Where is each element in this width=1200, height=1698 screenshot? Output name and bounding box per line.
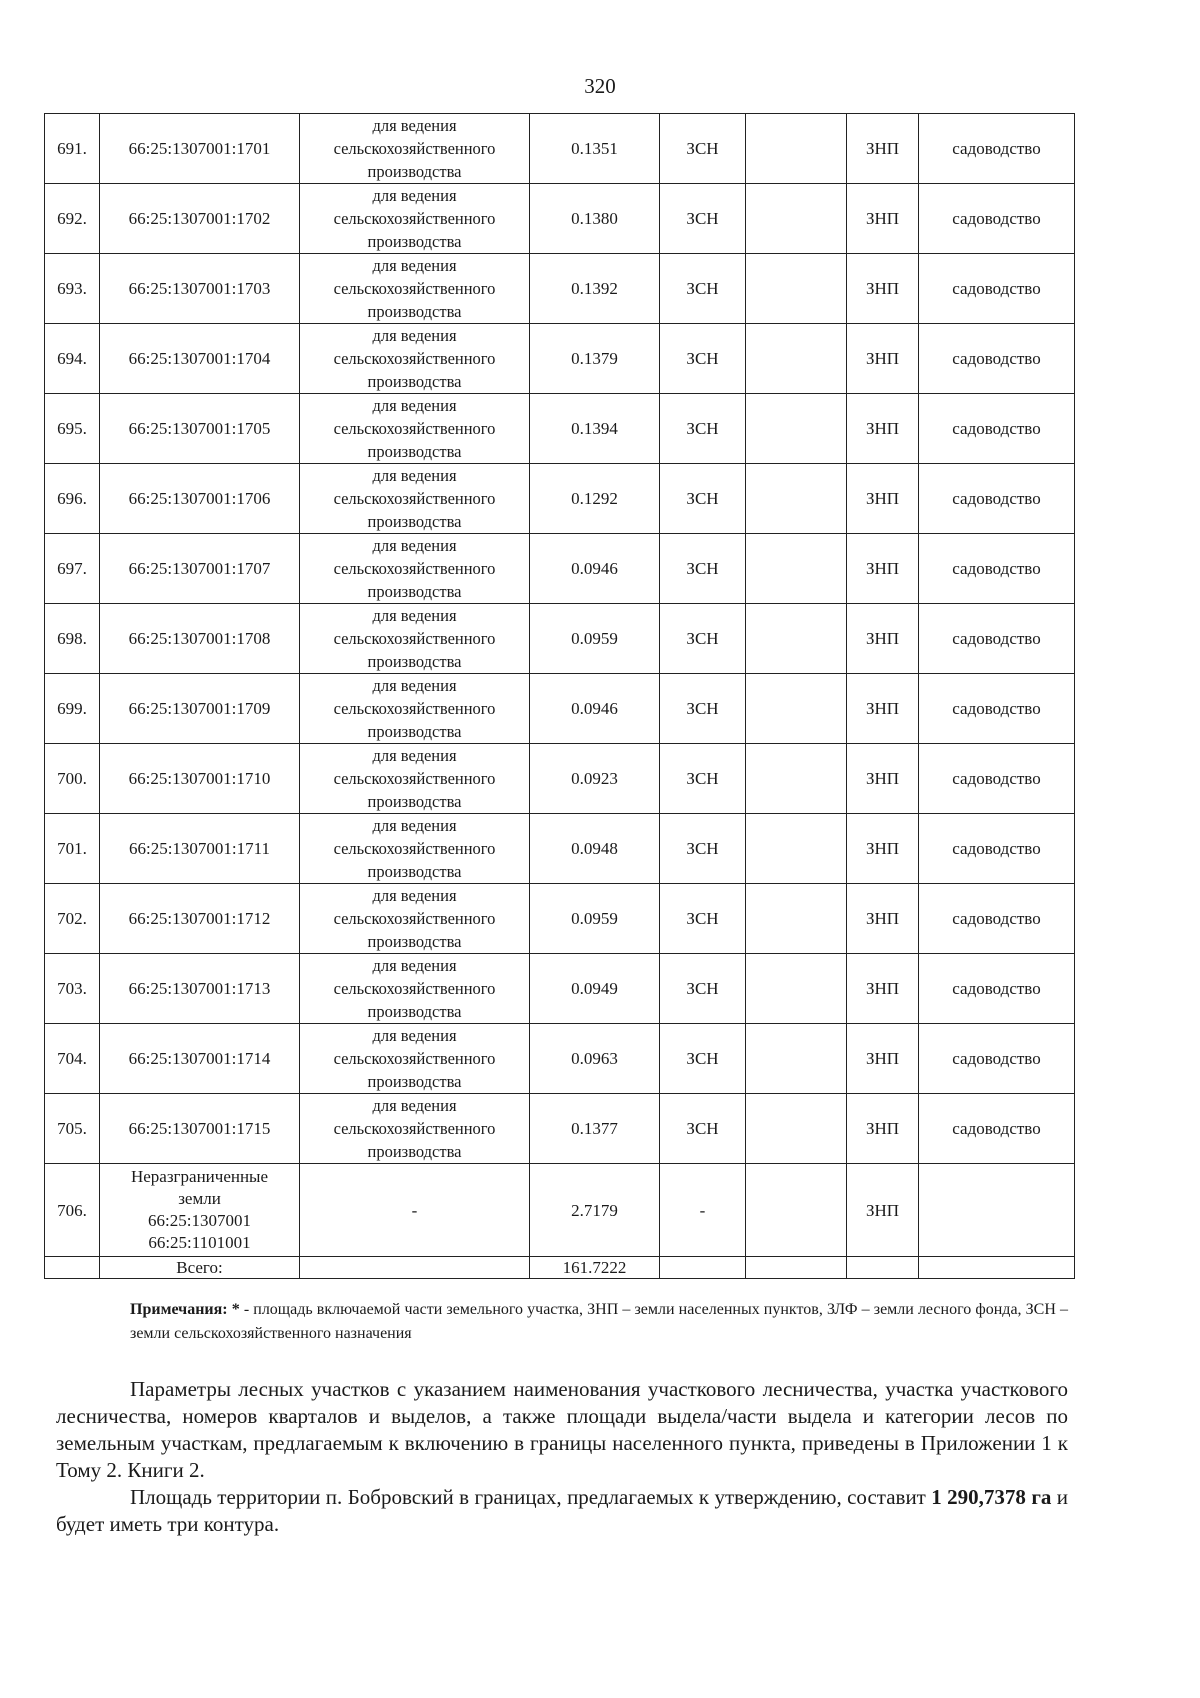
- cadastral-line: Неразграниченные: [130, 1167, 269, 1186]
- permitted-use-line: сельскохозяйственного: [333, 909, 496, 928]
- permitted-use-line: сельскохозяйственного: [333, 419, 496, 438]
- total-empty-cell: [919, 1257, 1075, 1279]
- permitted-use: [300, 184, 530, 254]
- new-land-category: ЗНП: [847, 324, 919, 394]
- notes-body: - площадь включаемой части земельного участка, ЗНП – земли населенных пунктов, ЗЛФ – земли лесного фонда, ЗСН – земли сельскохозяйственного назначения: [130, 1301, 1069, 1342]
- table-row: [45, 1024, 1075, 1094]
- cadastral-number: 66:25:1307001:1713: [100, 954, 300, 1024]
- land-category: ЗСН: [660, 1024, 746, 1094]
- land-category: -: [660, 1164, 746, 1257]
- notes-label: Примечания:: [130, 1301, 228, 1318]
- intended-use: садоводство: [919, 954, 1075, 1024]
- row-number: 700.: [45, 744, 100, 814]
- permitted-use-line: производства: [367, 162, 462, 181]
- intended-use: садоводство: [919, 254, 1075, 324]
- permitted-use: [300, 324, 530, 394]
- extra-column: [746, 534, 847, 604]
- area-value: 0.0948: [530, 814, 660, 884]
- permitted-use-line: для ведения: [372, 676, 457, 695]
- area-value: 0.0923: [530, 744, 660, 814]
- permitted-use-line: сельскохозяйственного: [333, 139, 496, 158]
- land-category: ЗСН: [660, 604, 746, 674]
- permitted-use: -: [300, 1164, 530, 1257]
- row-number: 693.: [45, 254, 100, 324]
- cadastral-number: 66:25:1307001:1715: [100, 1094, 300, 1164]
- extra-column: [746, 1164, 847, 1257]
- intended-use: садоводство: [919, 184, 1075, 254]
- land-category: ЗСН: [660, 254, 746, 324]
- area-value: 0.0946: [530, 534, 660, 604]
- row-number: 699.: [45, 674, 100, 744]
- permitted-use-line: производства: [367, 442, 462, 461]
- row-number: 703.: [45, 954, 100, 1024]
- extra-column: [746, 604, 847, 674]
- row-number: 704.: [45, 1024, 100, 1094]
- row-number: 692.: [45, 184, 100, 254]
- land-category: ЗСН: [660, 884, 746, 954]
- row-number: 702.: [45, 884, 100, 954]
- permitted-use-line: для ведения: [372, 606, 457, 625]
- cadastral-number: 66:25:1307001:1706: [100, 464, 300, 534]
- permitted-use-line: сельскохозяйственного: [333, 769, 496, 788]
- table-row: [45, 184, 1075, 254]
- permitted-use-line: для ведения: [372, 746, 457, 765]
- new-land-category: ЗНП: [847, 114, 919, 184]
- total-empty-cell: [847, 1257, 919, 1279]
- area-value: 0.0963: [530, 1024, 660, 1094]
- permitted-use-line: производства: [367, 512, 462, 531]
- cadastral-line: 66:25:1307001: [148, 1211, 251, 1230]
- cadastral-number: 66:25:1307001:1702: [100, 184, 300, 254]
- permitted-use-line: сельскохозяйственного: [333, 979, 496, 998]
- permitted-use: [300, 534, 530, 604]
- permitted-use: [300, 1094, 530, 1164]
- paragraph-forest-parameters: Параметры лесных участков с указанием наименования участкового лесничества, участка участкового лесничества, номеров кварталов и выделов, а также площади выдела/части выдела и категории лесов по земельным участкам, предлагаемым к включению в границы населенного пункта, приведены в Приложении 1 к Тому 2. Книги 2.: [56, 1377, 1068, 1482]
- new-land-category: ЗНП: [847, 1094, 919, 1164]
- extra-column: [746, 954, 847, 1024]
- permitted-use: [300, 604, 530, 674]
- row-number: 705.: [45, 1094, 100, 1164]
- permitted-use-line: производства: [367, 1002, 462, 1021]
- land-category: ЗСН: [660, 814, 746, 884]
- permitted-use: [300, 114, 530, 184]
- permitted-use-line: производства: [367, 1142, 462, 1161]
- intended-use: садоводство: [919, 464, 1075, 534]
- area-total-bold: 1 290,7378 га: [931, 1485, 1052, 1509]
- extra-column: [746, 1094, 847, 1164]
- intended-use: [919, 1164, 1075, 1257]
- land-category: ЗСН: [660, 1094, 746, 1164]
- area-value: 0.1377: [530, 1094, 660, 1164]
- permitted-use: [300, 744, 530, 814]
- permitted-use-line: сельскохозяйственного: [333, 1119, 496, 1138]
- intended-use: садоводство: [919, 674, 1075, 744]
- extra-column: [746, 254, 847, 324]
- permitted-use-line: сельскохозяйственного: [333, 699, 496, 718]
- permitted-use-line: для ведения: [372, 466, 457, 485]
- row-number: 706.: [45, 1164, 100, 1257]
- intended-use: садоводство: [919, 604, 1075, 674]
- permitted-use-line: для ведения: [372, 1026, 457, 1045]
- extra-column: [746, 674, 847, 744]
- land-category: ЗСН: [660, 464, 746, 534]
- area-text-before: Площадь территории п. Бобровский в границах, предлагаемых к утверждению, составит: [130, 1485, 932, 1509]
- new-land-category: ЗНП: [847, 1024, 919, 1094]
- table-row-unmarked: [45, 1164, 1075, 1257]
- new-land-category: ЗНП: [847, 884, 919, 954]
- extra-column: [746, 394, 847, 464]
- permitted-use-line: сельскохозяйственного: [333, 489, 496, 508]
- permitted-use-line: сельскохозяйственного: [333, 559, 496, 578]
- permitted-use-line: сельскохозяйственного: [333, 839, 496, 858]
- row-number: 695.: [45, 394, 100, 464]
- table-body: [45, 114, 1075, 1279]
- cadastral-line: земли: [178, 1189, 221, 1208]
- table-row: [45, 534, 1075, 604]
- new-land-category: ЗНП: [847, 604, 919, 674]
- extra-column: [746, 744, 847, 814]
- permitted-use-line: производства: [367, 1072, 462, 1091]
- table-row: [45, 604, 1075, 674]
- permitted-use-line: для ведения: [372, 116, 457, 135]
- area-value: 0.0946: [530, 674, 660, 744]
- permitted-use-line: для ведения: [372, 536, 457, 555]
- cadastral-number: 66:25:1307001:1710: [100, 744, 300, 814]
- cadastral-number: 66:25:1307001:1711: [100, 814, 300, 884]
- permitted-use-line: производства: [367, 792, 462, 811]
- extra-column: [746, 184, 847, 254]
- intended-use: садоводство: [919, 114, 1075, 184]
- permitted-use-line: сельскохозяйственного: [333, 1049, 496, 1068]
- extra-column: [746, 1024, 847, 1094]
- paragraph-settlement-area: [56, 1484, 1068, 1538]
- new-land-category: ЗНП: [847, 184, 919, 254]
- table-notes: [56, 1298, 1068, 1346]
- table-row: [45, 884, 1075, 954]
- permitted-use-line: для ведения: [372, 396, 457, 415]
- land-plots-table: [44, 113, 1075, 1279]
- intended-use: садоводство: [919, 324, 1075, 394]
- permitted-use: [300, 254, 530, 324]
- row-number: 694.: [45, 324, 100, 394]
- row-number: 697.: [45, 534, 100, 604]
- permitted-use-line: для ведения: [372, 256, 457, 275]
- intended-use: садоводство: [919, 1094, 1075, 1164]
- total-empty-cell: [45, 1257, 100, 1279]
- area-value: 0.1380: [530, 184, 660, 254]
- cadastral-number: 66:25:1307001:1708: [100, 604, 300, 674]
- permitted-use-line: для ведения: [372, 816, 457, 835]
- cadastral-number: 66:25:1307001:1705: [100, 394, 300, 464]
- permitted-use-line: для ведения: [372, 1096, 457, 1115]
- permitted-use: [300, 674, 530, 744]
- cadastral-number: 66:25:1307001:1707: [100, 534, 300, 604]
- extra-column: [746, 884, 847, 954]
- permitted-use: [300, 884, 530, 954]
- new-land-category: ЗНП: [847, 464, 919, 534]
- new-land-category: ЗНП: [847, 534, 919, 604]
- intended-use: садоводство: [919, 1024, 1075, 1094]
- notes-star: *: [231, 1301, 240, 1318]
- permitted-use: [300, 464, 530, 534]
- total-area: 161.7222: [530, 1257, 660, 1279]
- land-category: ЗСН: [660, 324, 746, 394]
- new-land-category: ЗНП: [847, 674, 919, 744]
- new-land-category: ЗНП: [847, 744, 919, 814]
- table-row: [45, 744, 1075, 814]
- row-number: 701.: [45, 814, 100, 884]
- permitted-use-line: производства: [367, 652, 462, 671]
- area-value: 2.7179: [530, 1164, 660, 1257]
- permitted-use-line: производства: [367, 862, 462, 881]
- row-number: 691.: [45, 114, 100, 184]
- permitted-use-line: для ведения: [372, 886, 457, 905]
- extra-column: [746, 324, 847, 394]
- table-row: [45, 324, 1075, 394]
- intended-use: садоводство: [919, 744, 1075, 814]
- permitted-use-line: сельскохозяйственного: [333, 629, 496, 648]
- page-number: 320: [584, 74, 616, 98]
- cadastral-number: 66:25:1307001:1712: [100, 884, 300, 954]
- table-row: [45, 954, 1075, 1024]
- area-value: 0.0959: [530, 604, 660, 674]
- cadastral-line: 66:25:1101001: [148, 1233, 251, 1252]
- land-category: ЗСН: [660, 534, 746, 604]
- total-empty-cell: [746, 1257, 847, 1279]
- row-number: 698.: [45, 604, 100, 674]
- area-value: 0.0959: [530, 884, 660, 954]
- area-value: 0.1392: [530, 254, 660, 324]
- intended-use: садоводство: [919, 884, 1075, 954]
- permitted-use-line: для ведения: [372, 956, 457, 975]
- cadastral-number: [100, 1164, 300, 1257]
- table-row: [45, 674, 1075, 744]
- notes-text: [56, 1298, 1068, 1346]
- table-row: [45, 464, 1075, 534]
- new-land-category: ЗНП: [847, 954, 919, 1024]
- permitted-use-line: сельскохозяйственного: [333, 279, 496, 298]
- extra-column: [746, 814, 847, 884]
- total-label: Всего:: [100, 1257, 300, 1279]
- land-category: ЗСН: [660, 954, 746, 1024]
- new-land-category: ЗНП: [847, 1164, 919, 1257]
- permitted-use-line: для ведения: [372, 326, 457, 345]
- permitted-use: [300, 1024, 530, 1094]
- new-land-category: ЗНП: [847, 814, 919, 884]
- new-land-category: ЗНП: [847, 254, 919, 324]
- intended-use: садоводство: [919, 534, 1075, 604]
- land-category: ЗСН: [660, 744, 746, 814]
- permitted-use-line: производства: [367, 582, 462, 601]
- permitted-use-line: сельскохозяйственного: [333, 349, 496, 368]
- table-row-total: [45, 1257, 1075, 1279]
- area-value: 0.1292: [530, 464, 660, 534]
- land-category: ЗСН: [660, 394, 746, 464]
- total-empty-cell: [300, 1257, 530, 1279]
- row-number: 696.: [45, 464, 100, 534]
- permitted-use: [300, 394, 530, 464]
- permitted-use-line: для ведения: [372, 186, 457, 205]
- table-row: [45, 114, 1075, 184]
- permitted-use-line: сельскохозяйственного: [333, 209, 496, 228]
- table-row: [45, 1094, 1075, 1164]
- total-empty-cell: [660, 1257, 746, 1279]
- permitted-use-line: производства: [367, 232, 462, 251]
- permitted-use-line: производства: [367, 932, 462, 951]
- land-category: ЗСН: [660, 114, 746, 184]
- permitted-use: [300, 814, 530, 884]
- area-value: 0.0949: [530, 954, 660, 1024]
- cadastral-number: 66:25:1307001:1701: [100, 114, 300, 184]
- table-row: [45, 254, 1075, 324]
- cadastral-number: 66:25:1307001:1709: [100, 674, 300, 744]
- table-row: [45, 394, 1075, 464]
- intended-use: садоводство: [919, 394, 1075, 464]
- area-value: 0.1394: [530, 394, 660, 464]
- permitted-use-line: производства: [367, 302, 462, 321]
- new-land-category: ЗНП: [847, 394, 919, 464]
- area-value: 0.1379: [530, 324, 660, 394]
- intended-use: садоводство: [919, 814, 1075, 884]
- table-row: [45, 814, 1075, 884]
- cadastral-number: 66:25:1307001:1703: [100, 254, 300, 324]
- permitted-use-line: производства: [367, 372, 462, 391]
- permitted-use: [300, 954, 530, 1024]
- cadastral-number: 66:25:1307001:1704: [100, 324, 300, 394]
- permitted-use-line: производства: [367, 722, 462, 741]
- extra-column: [746, 114, 847, 184]
- land-category: ЗСН: [660, 674, 746, 744]
- area-value: 0.1351: [530, 114, 660, 184]
- extra-column: [746, 464, 847, 534]
- land-category: ЗСН: [660, 184, 746, 254]
- area-text-after: и будет иметь три контура.: [56, 1485, 1068, 1536]
- cadastral-number: 66:25:1307001:1714: [100, 1024, 300, 1094]
